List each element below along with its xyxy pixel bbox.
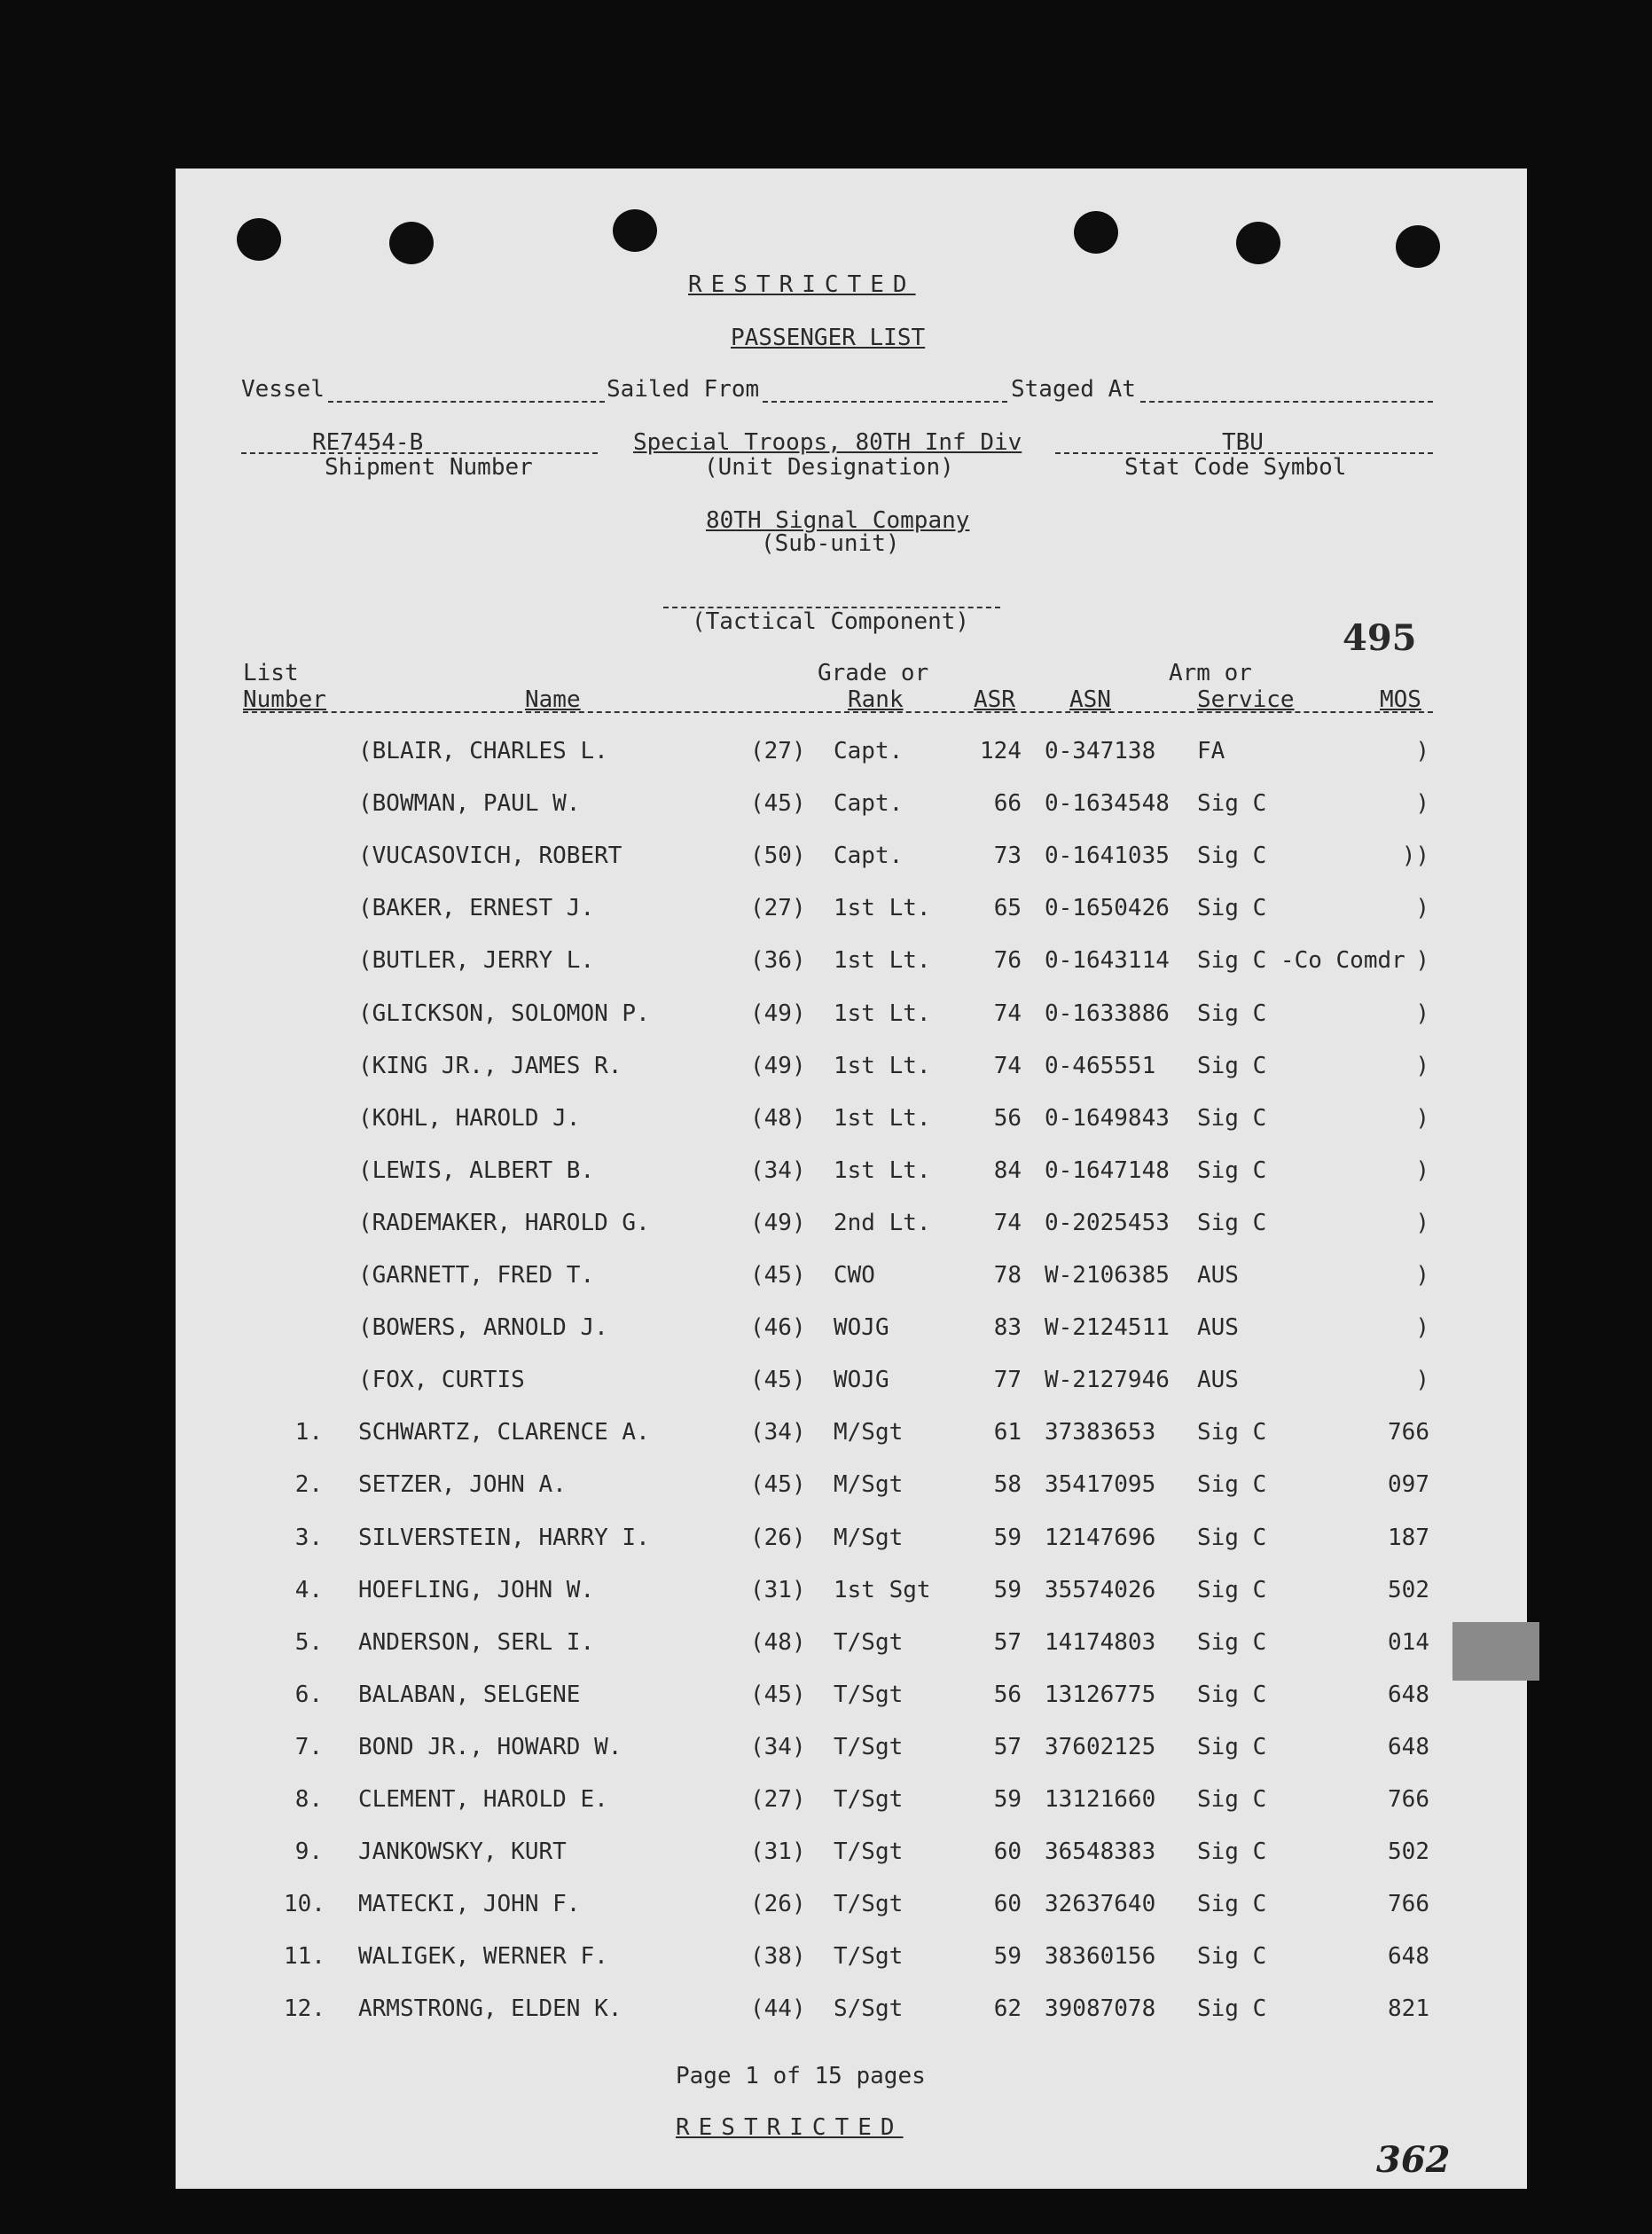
row-arm-service: Sig C xyxy=(1197,1105,1267,1132)
row-age: (49) xyxy=(750,1000,806,1027)
row-name: HOEFLING, JOHN W. xyxy=(358,1577,595,1603)
row-mos: ) xyxy=(1415,1000,1429,1027)
shipment-number-label: Shipment Number xyxy=(325,454,533,481)
row-list-number: 5. xyxy=(294,1629,323,1656)
sub-unit-value: 80TH Signal Company xyxy=(706,507,970,534)
column-header-rule xyxy=(243,711,1433,713)
row-grade: 1st Lt. xyxy=(834,1157,931,1184)
row-arm-service: Sig C xyxy=(1197,1053,1267,1079)
row-asn: 12147696 xyxy=(1045,1525,1156,1551)
col-grade-top: Grade or xyxy=(818,660,929,686)
row-mos: 766 xyxy=(1388,1891,1429,1917)
row-arm-service: Sig C xyxy=(1197,1629,1267,1656)
row-asn: 0-1647148 xyxy=(1045,1157,1170,1184)
row-asr: 74 xyxy=(993,1053,1022,1079)
row-mos: )) xyxy=(1401,843,1429,869)
row-asn: W-2106385 xyxy=(1045,1262,1170,1289)
row-asn: 35574026 xyxy=(1045,1577,1156,1603)
row-asr: 57 xyxy=(993,1734,1022,1760)
row-arm-service: Sig C xyxy=(1197,1577,1267,1603)
row-name: (LEWIS, ALBERT B. xyxy=(358,1157,595,1184)
row-arm-service: Sig C xyxy=(1197,1838,1267,1865)
stat-code-label: Stat Code Symbol xyxy=(1124,454,1347,481)
row-asr: 57 xyxy=(993,1629,1022,1656)
row-asr: 83 xyxy=(993,1314,1022,1341)
unit-designation-value: Special Troops, 80TH Inf Div xyxy=(633,429,1022,456)
row-asr: 58 xyxy=(993,1471,1022,1498)
row-grade: 1st Lt. xyxy=(834,1105,931,1132)
row-asn: 35417095 xyxy=(1045,1471,1156,1498)
row-grade: T/Sgt xyxy=(834,1838,904,1865)
row-asn: 13126775 xyxy=(1045,1681,1156,1708)
document-title: PASSENGER LIST xyxy=(731,325,926,351)
row-name: BALABAN, SELGENE xyxy=(358,1681,581,1708)
row-asr: 65 xyxy=(993,895,1022,921)
row-grade: 1st Lt. xyxy=(834,1053,931,1079)
col-arm-bottom: Service xyxy=(1197,686,1295,713)
row-asn: 36548383 xyxy=(1045,1838,1156,1865)
row-grade: T/Sgt xyxy=(834,1786,904,1813)
row-grade: M/Sgt xyxy=(834,1525,904,1551)
row-list-number: 6. xyxy=(294,1681,323,1708)
page-info: Page 1 of 15 pages xyxy=(676,2063,926,2089)
row-asn: 0-1641035 xyxy=(1045,843,1170,869)
row-age: (27) xyxy=(750,1786,806,1813)
row-list-number: 10. xyxy=(284,1891,325,1917)
row-arm-service: Sig C xyxy=(1197,1471,1267,1498)
row-mos: ) xyxy=(1415,1367,1429,1393)
row-arm-service: Sig C xyxy=(1197,1525,1267,1551)
row-list-number: 7. xyxy=(294,1734,323,1760)
row-name: JANKOWSKY, KURT xyxy=(358,1838,567,1865)
row-arm-service: Sig C xyxy=(1197,895,1267,921)
row-asr: 76 xyxy=(993,947,1022,974)
row-name: SILVERSTEIN, HARRY I. xyxy=(358,1525,650,1551)
row-mos: ) xyxy=(1415,738,1429,764)
row-age: (34) xyxy=(750,1419,806,1446)
row-asr: 60 xyxy=(993,1838,1022,1865)
restricted-heading-bottom: RESTRICTED xyxy=(676,2114,904,2141)
row-arm-service: Sig C xyxy=(1197,1000,1267,1027)
row-asr: 59 xyxy=(993,1943,1022,1970)
row-grade: CWO xyxy=(834,1262,875,1289)
row-asr: 74 xyxy=(993,1210,1022,1236)
row-name: (GARNETT, FRED T. xyxy=(358,1262,595,1289)
row-asr: 73 xyxy=(993,843,1022,869)
row-mos: 648 xyxy=(1388,1943,1429,1970)
row-asr: 74 xyxy=(993,1000,1022,1027)
row-name: MATECKI, JOHN F. xyxy=(358,1891,581,1917)
row-grade: Capt. xyxy=(834,790,904,817)
row-asn: 37602125 xyxy=(1045,1734,1156,1760)
row-asr: 66 xyxy=(993,790,1022,817)
col-arm-top: Arm or xyxy=(1169,660,1252,686)
row-arm-service: Sig C xyxy=(1197,1210,1267,1236)
row-name: (BOWMAN, PAUL W. xyxy=(358,790,581,817)
row-asn: 0-1650426 xyxy=(1045,895,1170,921)
sailed-from-field-line xyxy=(763,401,1007,403)
row-asr: 84 xyxy=(993,1157,1022,1184)
row-name: ANDERSON, SERL I. xyxy=(358,1629,595,1656)
row-grade: 1st Lt. xyxy=(834,895,931,921)
row-asr: 62 xyxy=(993,1995,1022,2022)
punch-hole xyxy=(389,222,434,264)
row-name: (GLICKSON, SOLOMON P. xyxy=(358,1000,650,1027)
col-asr-label: ASR xyxy=(974,686,1015,713)
row-grade: Capt. xyxy=(834,843,904,869)
punch-hole xyxy=(237,218,281,261)
row-asn: 0-347138 xyxy=(1045,738,1156,764)
row-asr: 60 xyxy=(993,1891,1022,1917)
row-asr: 59 xyxy=(993,1577,1022,1603)
row-age: (45) xyxy=(750,1471,806,1498)
row-arm-service: Sig C xyxy=(1197,1157,1267,1184)
row-name: ARMSTRONG, ELDEN K. xyxy=(358,1995,622,2022)
row-arm-service: Sig C xyxy=(1197,1943,1267,1970)
row-mos: ) xyxy=(1415,1053,1429,1079)
restricted-heading-top: RESTRICTED xyxy=(688,271,916,298)
row-arm-service: Sig C xyxy=(1197,1734,1267,1760)
row-list-number: 4. xyxy=(294,1577,323,1603)
row-mos: 014 xyxy=(1388,1629,1429,1656)
row-list-number: 9. xyxy=(294,1838,323,1865)
row-grade: 1st Lt. xyxy=(834,947,931,974)
row-age: (26) xyxy=(750,1891,806,1917)
row-mos: 097 xyxy=(1388,1471,1429,1498)
row-list-number: 12. xyxy=(284,1995,325,2022)
handwritten-number: 362 xyxy=(1376,2139,1451,2181)
row-asn: 0-1643114 xyxy=(1045,947,1170,974)
stamped-page-number: 495 xyxy=(1343,617,1417,659)
tactical-component-label: (Tactical Component) xyxy=(692,608,970,635)
shipment-number-value: RE7454-B xyxy=(312,429,424,456)
row-grade: T/Sgt xyxy=(834,1891,904,1917)
row-age: (45) xyxy=(750,1367,806,1393)
row-grade: Capt. xyxy=(834,738,904,764)
row-grade: 1st Lt. xyxy=(834,1000,931,1027)
row-arm-service: Sig C xyxy=(1197,790,1267,817)
row-asn: 38360156 xyxy=(1045,1943,1156,1970)
row-asn: 0-2025453 xyxy=(1045,1210,1170,1236)
row-name: (BUTLER, JERRY L. xyxy=(358,947,595,974)
row-mos: 648 xyxy=(1388,1681,1429,1708)
row-age: (44) xyxy=(750,1995,806,2022)
row-grade: T/Sgt xyxy=(834,1681,904,1708)
punch-hole xyxy=(1074,211,1118,254)
row-grade: WOJG xyxy=(834,1314,889,1341)
row-asn: 0-1634548 xyxy=(1045,790,1170,817)
row-grade: M/Sgt xyxy=(834,1419,904,1446)
row-asn: W-2127946 xyxy=(1045,1367,1170,1393)
row-arm-service: Sig C xyxy=(1197,1419,1267,1446)
row-list-number: 8. xyxy=(294,1786,323,1813)
row-age: (48) xyxy=(750,1105,806,1132)
row-name: (FOX, CURTIS xyxy=(358,1367,525,1393)
row-age: (45) xyxy=(750,1681,806,1708)
col-list-label: List xyxy=(243,660,299,686)
row-mos: ) xyxy=(1415,1210,1429,1236)
row-asr: 124 xyxy=(980,738,1022,764)
row-arm-service: Sig C xyxy=(1197,1891,1267,1917)
row-arm-service: AUS xyxy=(1197,1367,1239,1393)
row-asn: 0-1633886 xyxy=(1045,1000,1170,1027)
row-name: SCHWARTZ, CLARENCE A. xyxy=(358,1419,650,1446)
punch-hole xyxy=(1396,225,1440,268)
row-grade: 1st Sgt xyxy=(834,1577,931,1603)
vessel-field-line xyxy=(328,401,605,403)
row-mos: 187 xyxy=(1388,1525,1429,1551)
sailed-from-label: Sailed From xyxy=(607,376,760,403)
row-asn: 0-1649843 xyxy=(1045,1105,1170,1132)
row-age: (31) xyxy=(750,1577,806,1603)
row-list-number: 3. xyxy=(294,1525,323,1551)
row-arm-service: FA xyxy=(1197,738,1225,764)
row-asr: 61 xyxy=(993,1419,1022,1446)
row-list-number: 11. xyxy=(284,1943,325,1970)
col-asn-label: ASN xyxy=(1069,686,1111,713)
row-age: (31) xyxy=(750,1838,806,1865)
row-asr: 59 xyxy=(993,1525,1022,1551)
row-mos: ) xyxy=(1415,947,1429,974)
col-name-label: Name xyxy=(525,686,581,713)
row-arm-service: Sig C xyxy=(1197,843,1267,869)
col-mos-label: MOS xyxy=(1380,686,1421,713)
row-mos: 766 xyxy=(1388,1419,1429,1446)
row-arm-service: AUS xyxy=(1197,1262,1239,1289)
row-asn: 32637640 xyxy=(1045,1891,1156,1917)
row-mos: 502 xyxy=(1388,1838,1429,1865)
row-mos: ) xyxy=(1415,790,1429,817)
staged-at-label: Staged At xyxy=(1011,376,1136,403)
row-asn: W-2124511 xyxy=(1045,1314,1170,1341)
row-mos: ) xyxy=(1415,895,1429,921)
row-age: (50) xyxy=(750,843,806,869)
row-mos: ) xyxy=(1415,1157,1429,1184)
punch-hole xyxy=(1236,222,1280,264)
row-name: (BOWERS, ARNOLD J. xyxy=(358,1314,608,1341)
sub-unit-label: (Sub-unit) xyxy=(761,530,900,557)
row-age: (46) xyxy=(750,1314,806,1341)
row-asn: 37383653 xyxy=(1045,1419,1156,1446)
row-asn: 14174803 xyxy=(1045,1629,1156,1656)
row-list-number: 2. xyxy=(294,1471,323,1498)
row-name: (VUCASOVICH, ROBERT xyxy=(358,843,622,869)
row-grade: M/Sgt xyxy=(834,1471,904,1498)
row-mos: ) xyxy=(1415,1262,1429,1289)
row-grade: T/Sgt xyxy=(834,1629,904,1656)
punch-hole xyxy=(613,209,657,252)
row-asr: 77 xyxy=(993,1367,1022,1393)
row-name: BOND JR., HOWARD W. xyxy=(358,1734,622,1760)
row-age: (27) xyxy=(750,738,806,764)
row-asn: 0-465551 xyxy=(1045,1053,1156,1079)
row-name: SETZER, JOHN A. xyxy=(358,1471,567,1498)
row-arm-service: Sig C -Co Comdr xyxy=(1197,947,1405,974)
row-age: (49) xyxy=(750,1053,806,1079)
row-name: (BAKER, ERNEST J. xyxy=(358,895,595,921)
row-asn: 13121660 xyxy=(1045,1786,1156,1813)
stat-code-value: TBU xyxy=(1222,429,1264,456)
vessel-label: Vessel xyxy=(241,376,325,403)
staged-at-field-line xyxy=(1140,401,1433,403)
gray-index-tab xyxy=(1452,1622,1539,1681)
row-list-number: 1. xyxy=(294,1419,323,1446)
row-age: (45) xyxy=(750,1262,806,1289)
row-age: (49) xyxy=(750,1210,806,1236)
row-name: (KOHL, HAROLD J. xyxy=(358,1105,581,1132)
row-name: CLEMENT, HAROLD E. xyxy=(358,1786,608,1813)
row-age: (36) xyxy=(750,947,806,974)
row-asr: 56 xyxy=(993,1681,1022,1708)
row-asr: 56 xyxy=(993,1105,1022,1132)
row-name: (RADEMAKER, HAROLD G. xyxy=(358,1210,650,1236)
row-mos: ) xyxy=(1415,1105,1429,1132)
row-mos: 648 xyxy=(1388,1734,1429,1760)
row-age: (38) xyxy=(750,1943,806,1970)
row-asr: 78 xyxy=(993,1262,1022,1289)
row-asr: 59 xyxy=(993,1786,1022,1813)
unit-designation-label: (Unit Designation) xyxy=(704,454,954,481)
row-age: (48) xyxy=(750,1629,806,1656)
row-grade: S/Sgt xyxy=(834,1995,904,2022)
row-age: (34) xyxy=(750,1734,806,1760)
row-age: (26) xyxy=(750,1525,806,1551)
row-grade: T/Sgt xyxy=(834,1734,904,1760)
row-grade: 2nd Lt. xyxy=(834,1210,931,1236)
row-grade: WOJG xyxy=(834,1367,889,1393)
col-grade-bottom: Rank xyxy=(848,686,904,713)
row-arm-service: Sig C xyxy=(1197,1995,1267,2022)
row-arm-service: AUS xyxy=(1197,1314,1239,1341)
row-mos: 821 xyxy=(1388,1995,1429,2022)
row-mos: 766 xyxy=(1388,1786,1429,1813)
row-name: (KING JR., JAMES R. xyxy=(358,1053,622,1079)
row-name: WALIGEK, WERNER F. xyxy=(358,1943,608,1970)
row-asn: 39087078 xyxy=(1045,1995,1156,2022)
row-age: (45) xyxy=(750,790,806,817)
row-mos: 502 xyxy=(1388,1577,1429,1603)
row-arm-service: Sig C xyxy=(1197,1681,1267,1708)
row-age: (27) xyxy=(750,895,806,921)
row-name: (BLAIR, CHARLES L. xyxy=(358,738,608,764)
col-number-label: Number xyxy=(243,686,326,713)
row-arm-service: Sig C xyxy=(1197,1786,1267,1813)
row-grade: T/Sgt xyxy=(834,1943,904,1970)
row-mos: ) xyxy=(1415,1314,1429,1341)
row-age: (34) xyxy=(750,1157,806,1184)
